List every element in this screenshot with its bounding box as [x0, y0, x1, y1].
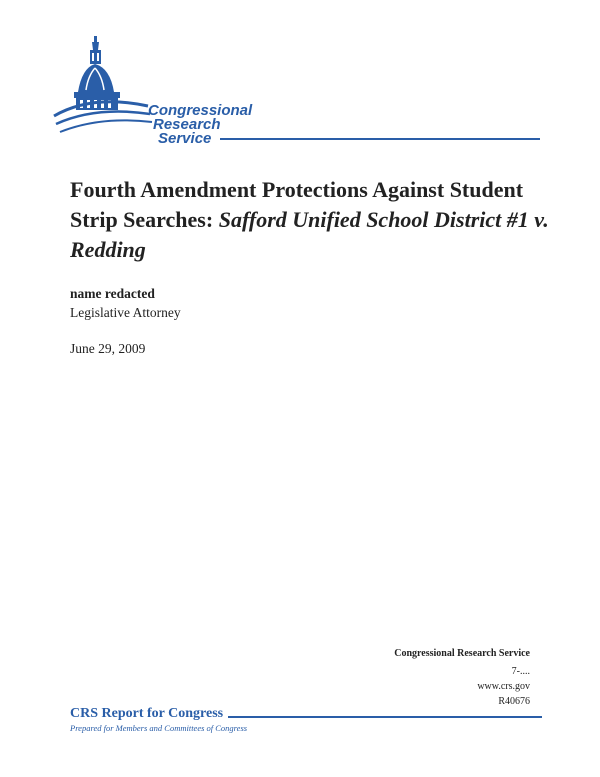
- publisher-phone: 7-....: [511, 666, 530, 677]
- report-title: [70, 175, 550, 265]
- publisher-website: www.crs.gov: [477, 681, 530, 692]
- report-title-main: Fourth Amendment Protections Against Student Strip Searches:: [70, 177, 524, 232]
- logo-text-congressional: Congressional: [148, 102, 253, 119]
- report-number: R40676: [498, 696, 530, 707]
- report-title-case-name: Safford Unified School District #1 v. Redding: [70, 207, 549, 262]
- author-name: name redacted: [70, 286, 155, 301]
- footer-subtitle: Prepared for Members and Committees of Congress: [70, 723, 248, 733]
- logo-divider: [220, 138, 540, 140]
- logo-text-research: Research: [153, 116, 221, 133]
- logo-text-service: Service: [158, 130, 212, 147]
- author-role: Legislative Attorney: [70, 305, 181, 320]
- publisher-info: [394, 646, 530, 709]
- publisher-name: Congressional Research Service: [394, 648, 530, 659]
- capitol-dome-icon: [52, 32, 162, 144]
- footer-divider: [228, 716, 542, 718]
- footer-title: CRS Report for Congress: [70, 706, 224, 721]
- report-date: June 29, 2009: [70, 341, 146, 356]
